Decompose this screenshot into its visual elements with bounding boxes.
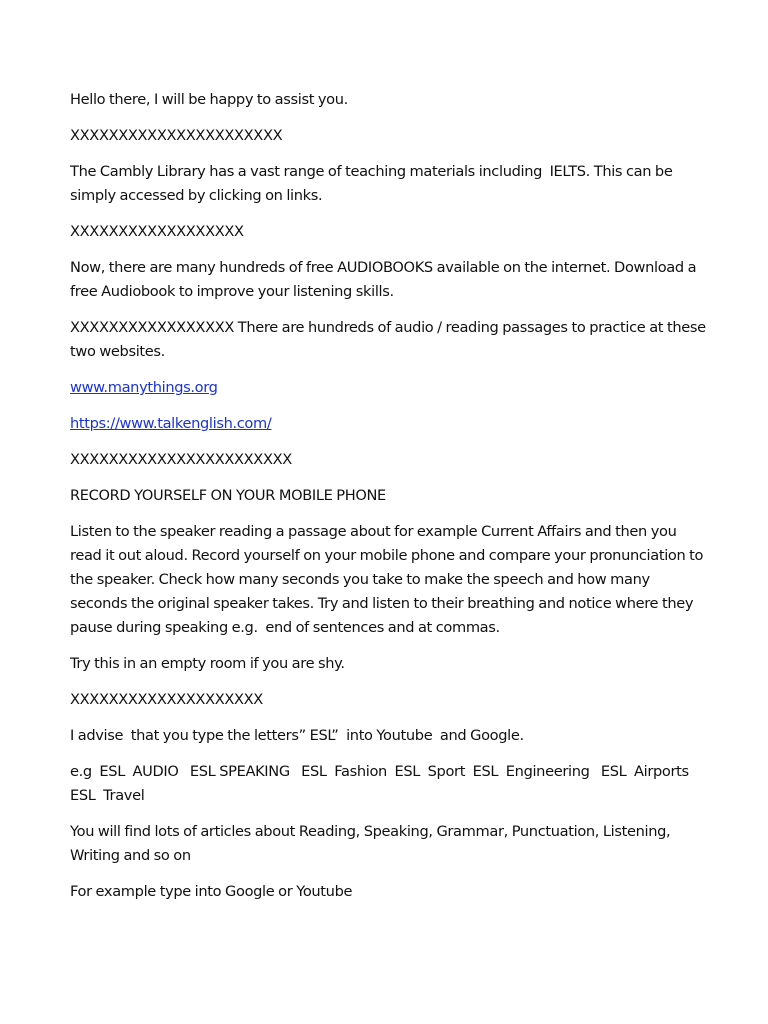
talkenglish-link[interactable]: https://www.talkenglish.com/ <box>70 415 272 432</box>
greeting-paragraph: Hello there, I will be happy to assist you. <box>70 91 348 108</box>
manythings-link[interactable]: www.manythings.org <box>70 379 218 396</box>
passages-paragraph: XXXXXXXXXXXXXXXXX There are hundreds of audio / reading passages to practice at these two websites. <box>70 319 710 360</box>
link-paragraph <box>70 376 710 400</box>
audiobooks-paragraph: Now, there are many hundreds of free AUDIOBOOKS available on the internet. Download a free Audiobook to improve your listening skills. <box>70 259 700 300</box>
examples-paragraph: e.g ESL AUDIO ESL SPEAKING ESL Fashion ESL Sport ESL Engineering ESL Airports ESL Travel <box>70 763 697 804</box>
document-body <box>70 88 710 916</box>
link-paragraph <box>70 412 710 436</box>
library-paragraph: The Cambly Library has a vast range of teaching materials including IELTS. This can be simply accessed by clicking on links. <box>70 163 677 204</box>
shy-paragraph: Try this in an empty room if you are shy. <box>70 655 345 672</box>
example-type-paragraph: For example type into Google or Youtube <box>70 883 353 900</box>
separator-line: XXXXXXXXXXXXXXXXXXXX <box>70 691 263 708</box>
articles-paragraph: You will find lots of articles about Reading, Speaking, Grammar, Punctuation, Listening, Writing and so on <box>70 823 675 864</box>
listen-paragraph: Listen to the speaker reading a passage about for example Current Affairs and then you read it out aloud. Record yourself on your mobile phone and compare your pronunciation to the speaker. Check how many seconds you take to make the speech and how many seconds the original speaker takes. Try and listen to their breathing and notice where they pause during speaking e.g. end of sentences and at commas. <box>70 523 707 636</box>
advise-paragraph: I advise that you type the letters” ESL” into Youtube and Google. <box>70 727 524 744</box>
separator-line: XXXXXXXXXXXXXXXXXX <box>70 223 244 240</box>
separator-line: XXXXXXXXXXXXXXXXXXXXXX <box>70 127 283 144</box>
record-heading: RECORD YOURSELF ON YOUR MOBILE PHONE <box>70 487 386 504</box>
separator-line: XXXXXXXXXXXXXXXXXXXXXXX <box>70 451 292 468</box>
